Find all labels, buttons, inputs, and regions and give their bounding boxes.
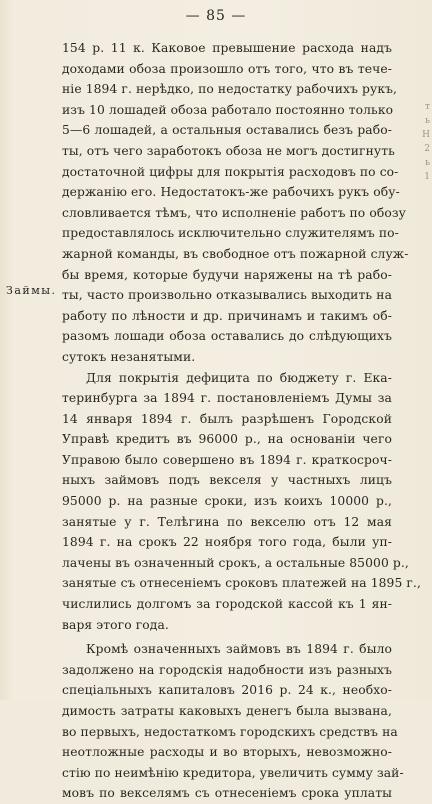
text-line: ніе 1894 г. нерѣдко, по недостатку рабочихъ рукъ, bbox=[62, 82, 398, 97]
text-line: неотложные расходы и во вторыхъ, невозможно- bbox=[62, 745, 392, 760]
text-line: держанію его. Недостатокъ-же рабочихъ рукъ обу- bbox=[62, 185, 400, 200]
text-line: числились долгомъ за городской кассой къ 1 ян- bbox=[62, 597, 392, 612]
text-line: теринбурга за 1894 г. постановленіемъ Думы за bbox=[62, 391, 392, 406]
paragraph-loans bbox=[62, 368, 421, 636]
text-line: во первыхъ, недостаткомъ городскихъ средствъ на bbox=[62, 724, 398, 739]
text-line: разомъ лошади обоза оставались до слѣдующихъ bbox=[62, 329, 392, 344]
bleed-mark: ь bbox=[425, 116, 430, 126]
text-line: Управою было совершено въ 1894 г. краткосроч- bbox=[62, 452, 392, 467]
bleed-mark: Н bbox=[422, 130, 430, 140]
text-line: стію по неимѣнію кредитора, увеличить сумму зай- bbox=[62, 765, 404, 780]
bleed-mark: т bbox=[425, 102, 430, 112]
paragraph-special-capitals bbox=[62, 639, 404, 804]
text-line: димость затраты каковыхъ денегъ была вызвана, bbox=[62, 704, 392, 718]
bleed-mark: 2 bbox=[424, 144, 430, 154]
text-line: лачены въ означенный срокъ, а остальные 85000 р., bbox=[62, 555, 409, 570]
text-line: Управѣ кредитъ въ 96000 р., на основаніи чего bbox=[62, 432, 392, 447]
text-line: доходами обоза произошло отъ того, что въ тече- bbox=[62, 61, 392, 76]
text-line: 1894 г. на срокъ 22 ноября того года, были уп- bbox=[62, 535, 392, 550]
text-line: бы время, которые будучи наряжены на тѣ рабо- bbox=[62, 267, 392, 282]
text-line: ты, часто произвольно отказывались выходить на bbox=[62, 288, 392, 303]
text-line: занятые у г. Телѣгина по векселю отъ 12 мая bbox=[62, 514, 392, 529]
text-line: работу по лѣности и др. причинамъ и такимъ об- bbox=[62, 308, 392, 323]
text-line: ныхъ займовъ подъ векселя у частныхъ лицъ bbox=[62, 473, 392, 488]
bleed-mark: 1 bbox=[424, 172, 430, 182]
bleed-through-marks bbox=[416, 100, 430, 184]
text-line: предоставлялось исключительно служителямъ по- bbox=[62, 226, 399, 241]
text-line: сутокъ незанятыми. bbox=[62, 349, 196, 364]
text-line: задолжено на городскія надобности изъ разныхъ bbox=[62, 662, 392, 677]
text-line: жарной команды, въ свободное отъ пожарной служ- bbox=[62, 246, 409, 261]
text-line: 14 января 1894 г. былъ разрѣшенъ Городской bbox=[62, 411, 392, 426]
text-line: ты, отъ чего заработокъ обоза не могъ достигнуть bbox=[62, 143, 395, 158]
bleed-mark: ь bbox=[425, 158, 430, 168]
margin-note: Займы. bbox=[6, 284, 57, 297]
text-line: варя этого года. bbox=[62, 617, 169, 632]
text-line: 154 р. 11 к. Каковое превышение расхода надъ bbox=[62, 41, 392, 55]
text-line: 5—6 лошадей, а остальныя оставались безъ рабо- bbox=[62, 123, 392, 138]
text-line: изъ 10 лошадей обоза работало постоянно только bbox=[62, 102, 394, 117]
text-line: 95000 р. на разные сроки, изъ коихъ 10000 р., bbox=[62, 494, 392, 509]
paragraph-obоz-deficit bbox=[62, 38, 409, 368]
text-line: Кромѣ означенныхъ займовъ въ 1894 г. было bbox=[86, 642, 392, 657]
text-line: спеціальныхъ капиталовъ 2016 р. 24 к., необхо- bbox=[62, 683, 392, 698]
page-number: — 85 — bbox=[185, 8, 247, 24]
body-text bbox=[62, 38, 421, 804]
text-line: достаточной цифры для покрытія расходовъ по со- bbox=[62, 164, 399, 179]
text-line: Для покрытія дефицита по бюджету г. Ека- bbox=[86, 370, 392, 385]
text-line: мовъ по векселямъ съ отнесеніемъ срока уплаты bbox=[62, 786, 392, 801]
text-line: словливается тѣмъ, что исполненіе работъ по обозу bbox=[62, 205, 406, 220]
text-line: занятые съ отнесеніемъ сроковъ платежей на 1895 г., bbox=[62, 576, 421, 591]
